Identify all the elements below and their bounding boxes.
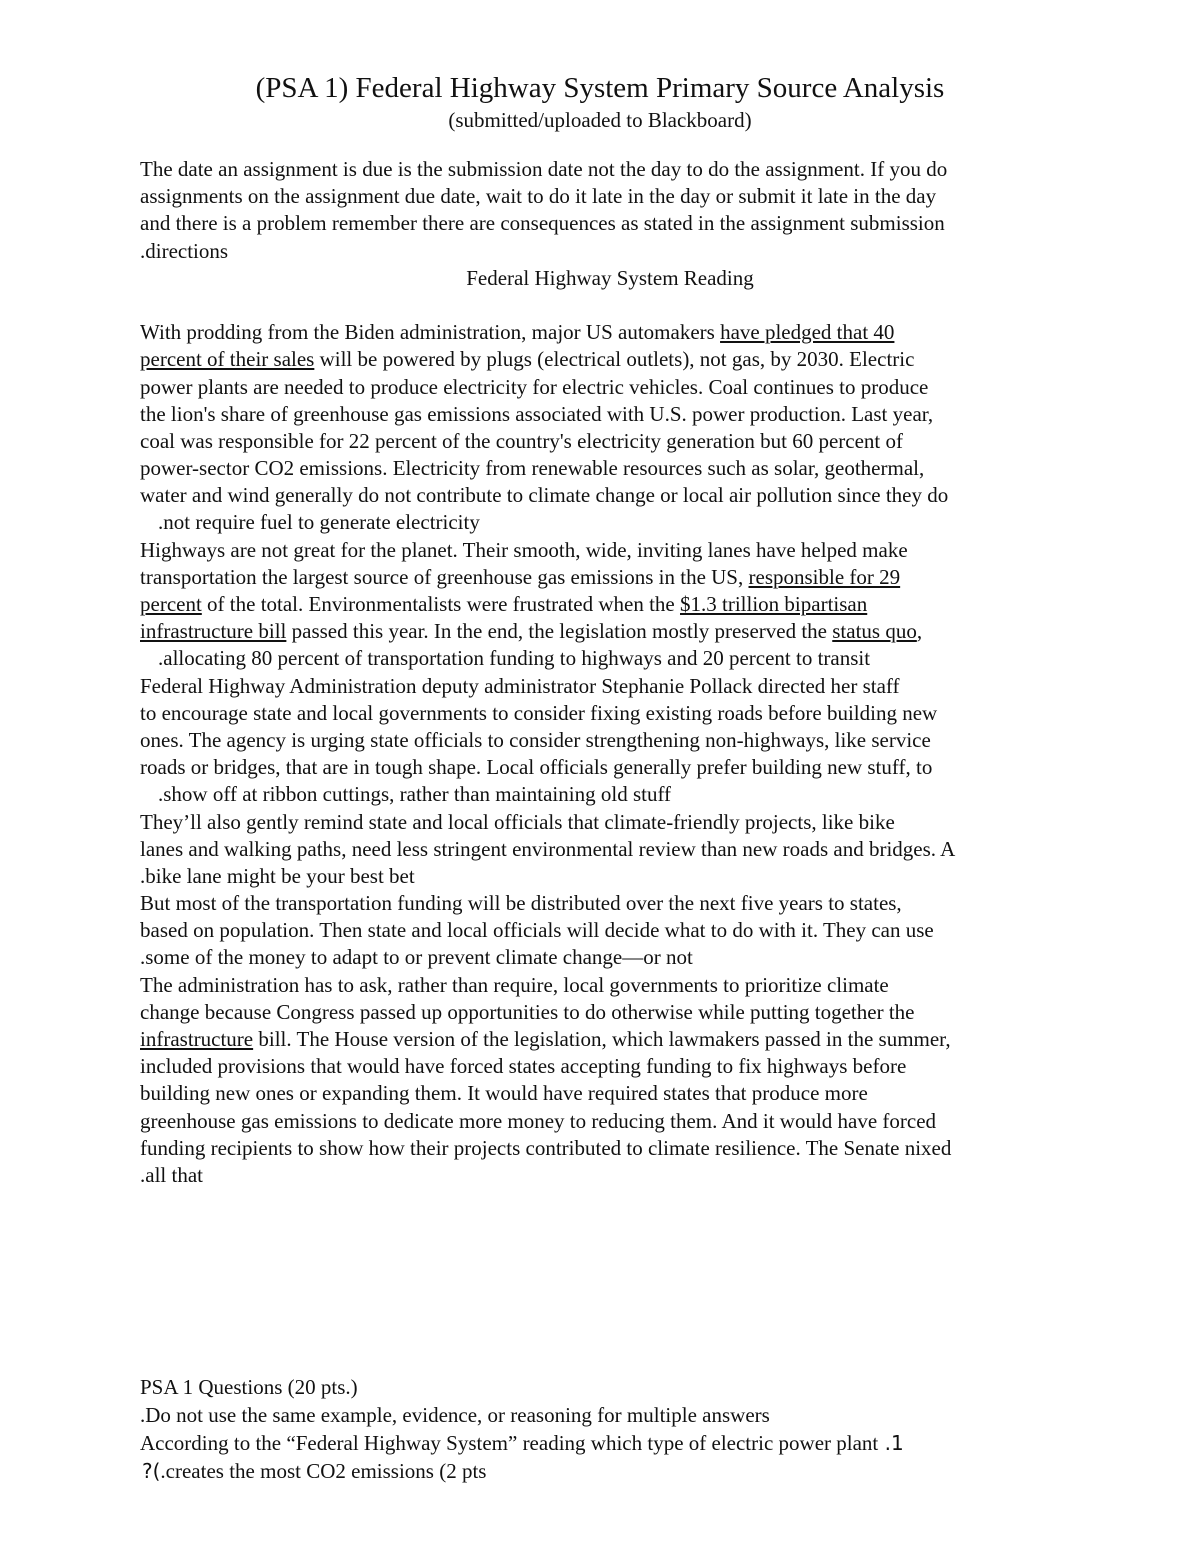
- text-run: will be powered by plugs (electrical outlets), not gas, by 2030. Electric: [314, 347, 915, 372]
- text-run: bill. The House version of the legislation, which lawmakers passed in the summer,: [253, 1027, 951, 1051]
- question-1-line: [140, 1457, 1080, 1485]
- paragraph-2-line: [140, 564, 1080, 591]
- paragraph-6-line: greenhouse gas emissions to dedicate more money to reducing them. And it would have forced: [140, 1108, 937, 1133]
- emissions-link[interactable]: responsible for 29: [748, 564, 901, 589]
- text-run: of the total. Environmentalists were frustrated when the: [201, 592, 680, 616]
- infrastructure-bill-link-cont[interactable]: infrastructure bill: [140, 619, 287, 644]
- question-1-line: [140, 1429, 1080, 1457]
- paragraph-5-line: But most of the transportation funding will be distributed over the next five years to states,: [140, 891, 902, 916]
- paragraph-2-line: [140, 618, 1080, 645]
- paragraph-1-line: .not require fuel to generate electricity: [158, 510, 480, 535]
- paragraph-1-line: [140, 346, 1080, 373]
- pledge-link-cont[interactable]: percent of their sales: [140, 347, 315, 372]
- paragraph-3-line: Federal Highway Administration deputy administrator Stephanie Pollack directed her staff: [140, 673, 900, 698]
- question-1-number: .1: [878, 1431, 904, 1455]
- paragraph-1-line: coal was responsible for 22 percent of the country's electricity generation but 60 percent of: [140, 428, 904, 453]
- paragraph-1-line: water and wind generally do not contribute to climate change or local air pollution since they do: [140, 483, 949, 508]
- pledge-link[interactable]: have pledged that 40: [720, 320, 895, 345]
- paragraph-2-line: [140, 591, 1080, 618]
- paragraph-6-line: included provisions that would have forced states accepting funding to fix highways before: [140, 1054, 907, 1079]
- text-run: transportation the largest source of greenhouse gas emissions in the US,: [140, 564, 749, 589]
- intro-line: The date an assignment is due is the submission date not the day to do the assignment. If you do: [140, 157, 948, 181]
- paragraph-6-line: [140, 1026, 1080, 1053]
- infrastructure-link[interactable]: infrastructure: [140, 1027, 254, 1051]
- paragraph-1-line: [140, 319, 1080, 346]
- reading-heading: Federal Highway System Reading: [466, 265, 754, 290]
- paragraph-6-line: .all that: [140, 1162, 203, 1187]
- paragraph-6-line: change because Congress passed up opportunities to do otherwise while putting together the: [140, 999, 915, 1024]
- question-1-text: According to the “Federal Highway System” reading which type of electric power plant: [140, 1431, 879, 1455]
- status-quo-link[interactable]: status quo: [832, 619, 917, 644]
- paragraph-3-line: .show off at ribbon cuttings, rather than maintaining old stuff: [158, 782, 672, 807]
- intro-line: assignments on the assignment due date, wait to do it late in the day or submit it late in the day: [140, 184, 937, 209]
- paragraph-4-line: .bike lane might be your best bet: [140, 863, 415, 888]
- intro-line: and there is a problem remember there are consequences as stated in the assignment submission: [140, 211, 945, 236]
- infrastructure-bill-link[interactable]: $1.3 trillion bipartisan: [680, 592, 868, 616]
- questions-instruction: .Do not use the same example, evidence, or reasoning for multiple answers: [140, 1403, 770, 1427]
- paragraph-4-line: They’ll also gently remind state and local officials that climate-friendly projects, like bike: [140, 809, 895, 834]
- paragraph-3-line: ones. The agency is urging state officials to consider strengthening non-highways, like service: [140, 727, 931, 752]
- paragraph-5-line: .some of the money to adapt to or prevent climate change—or not: [140, 945, 693, 970]
- paragraph-6-line: funding recipients to show how their projects contributed to climate resilience. The Senate nixed: [140, 1135, 952, 1160]
- paragraph-1-line: power-sector CO2 emissions. Electricity from renewable resources such as solar, geothermal,: [140, 456, 925, 481]
- questions-section: [140, 1373, 1080, 1485]
- text-run: passed this year. In the end, the legislation mostly preserved the: [286, 619, 833, 644]
- paragraph-4-line: lanes and walking paths, need less stringent environmental review than new roads and bridges. A: [140, 836, 956, 861]
- paragraph-gap: [140, 292, 1080, 319]
- paragraph-2-line: Highways are not great for the planet. Their smooth, wide, inviting lanes have helped make: [140, 537, 908, 562]
- question-1-text: .creates the most CO2 emissions (2 pts: [160, 1459, 487, 1483]
- page-subtitle: (submitted/uploaded to Blackboard): [448, 108, 752, 132]
- paragraph-1-line: power plants are needed to produce electricity for electric vehicles. Coal continues to produce: [140, 374, 929, 399]
- text-run: With prodding from the Biden administration, major US automakers: [140, 320, 721, 345]
- paragraph-1-line: the lion's share of greenhouse gas emissions associated with U.S. power production. Last year,: [140, 401, 934, 426]
- paragraph-6-line: building new ones or expanding them. It would have required states that produce more: [140, 1081, 868, 1106]
- page-title: (PSA 1) Federal Highway System Primary Source Analysis: [255, 72, 945, 104]
- paragraph-6-line: The administration has to ask, rather than require, local governments to prioritize climate: [140, 972, 889, 997]
- emissions-link-cont[interactable]: percent: [140, 592, 202, 616]
- document-body: [140, 156, 1080, 1189]
- question-1-prefix: ?(: [142, 1459, 161, 1483]
- paragraph-3-line: roads or bridges, that are in tough shape. Local officials generally prefer building new stuff, to: [140, 755, 933, 780]
- paragraph-3-line: to encourage state and local governments to consider fixing existing roads before building new: [140, 700, 938, 725]
- paragraph-5-line: based on population. Then state and local officials will decide what to do with it. They can use: [140, 918, 934, 943]
- paragraph-2-line: .allocating 80 percent of transportation funding to highways and 20 percent to transit: [158, 646, 871, 671]
- questions-heading: PSA 1 Questions (20 pts.): [140, 1375, 358, 1399]
- text-run: ,: [916, 619, 923, 644]
- intro-line: .directions: [140, 238, 229, 263]
